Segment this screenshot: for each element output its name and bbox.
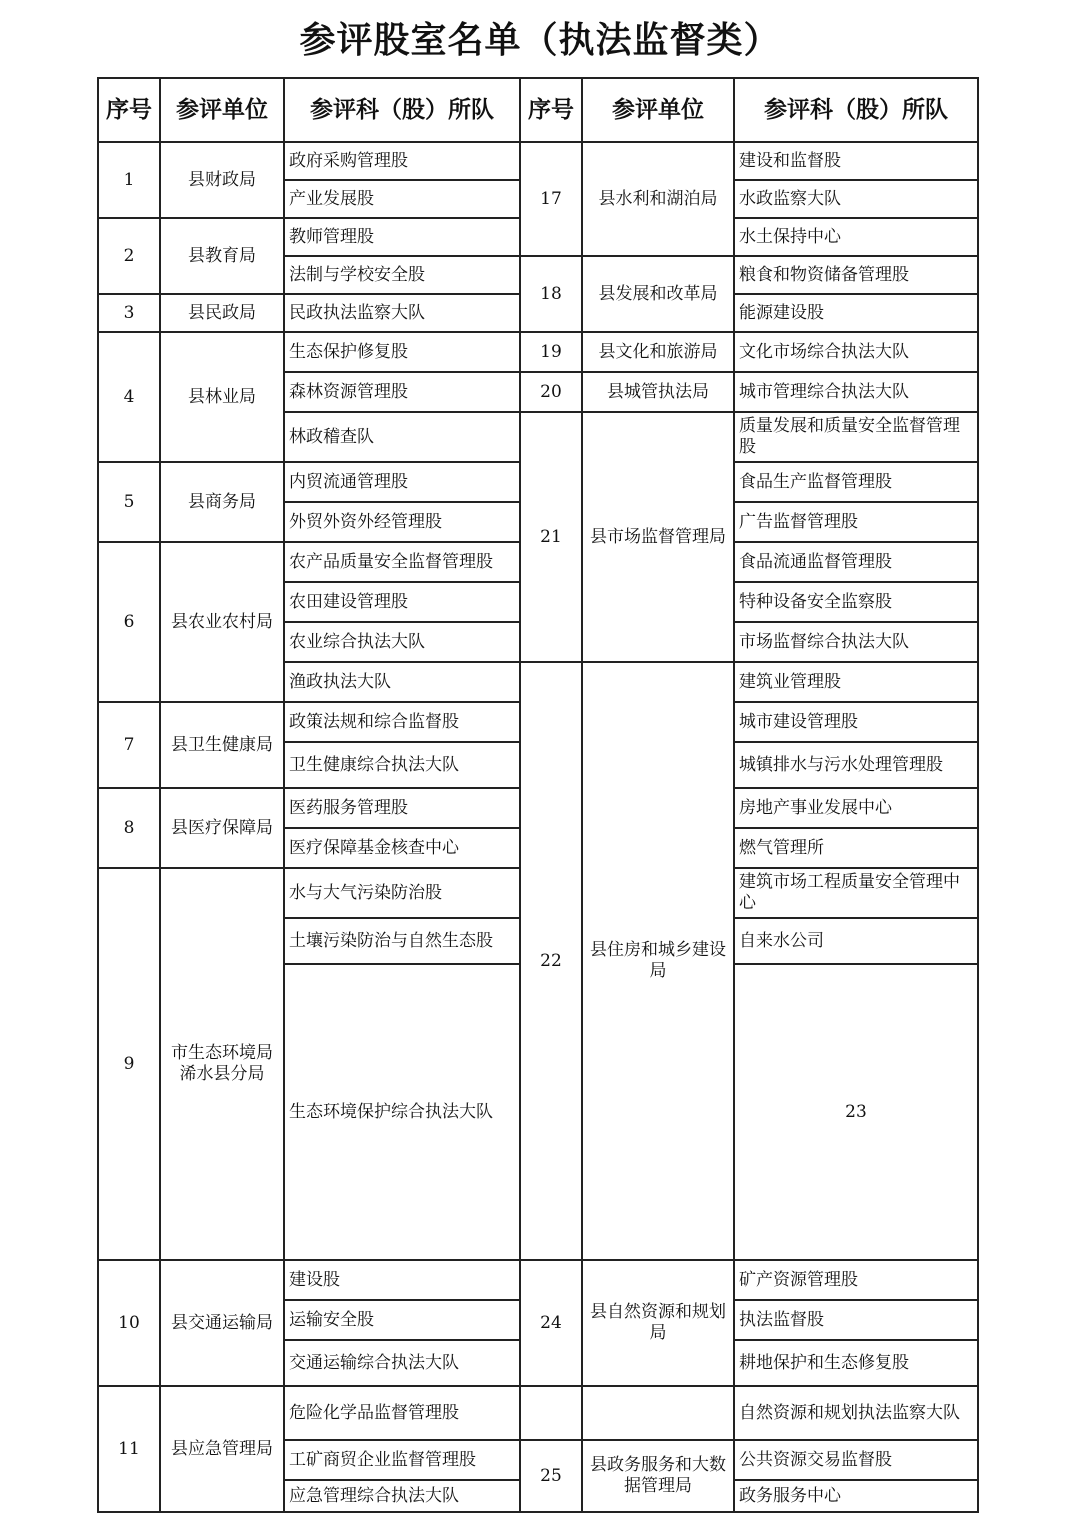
dept-name: 医疗保障基金核查中心 <box>284 828 520 868</box>
header-no-right: 序号 <box>520 78 582 142</box>
dept-name: 文化市场综合执法大队 <box>734 332 978 372</box>
dept-name: 食品生产监督管理股 <box>734 462 978 502</box>
dept-name: 法制与学校安全股 <box>284 256 520 294</box>
unit-name: 县应急管理局 <box>160 1386 284 1512</box>
dept-name: 建设股 <box>284 1260 520 1300</box>
dept-name: 内贸流通管理股 <box>284 462 520 502</box>
unit-name: 县城管执法局 <box>582 372 734 412</box>
row-number: 25 <box>520 1440 582 1512</box>
dept-name: 交通运输综合执法大队 <box>284 1340 520 1386</box>
dept-name: 土壤污染防治与自然生态股 <box>284 918 520 964</box>
dept-name: 民政执法监察大队 <box>284 294 520 332</box>
unit-name: 县政务服务和大数据管理局 <box>582 1440 734 1512</box>
unit-name: 县市场监督管理局 <box>582 412 734 662</box>
dept-name: 粮食和物资储备管理股 <box>734 256 978 294</box>
row-number: 6 <box>98 542 160 702</box>
dept-name: 水与大气污染防治股 <box>284 868 520 918</box>
unit-name: 县文化和旅游局 <box>582 332 734 372</box>
dept-name: 教师管理股 <box>284 218 520 256</box>
dept-name: 产业发展股 <box>284 180 520 218</box>
row-number: 18 <box>520 256 582 332</box>
dept-name: 农业综合执法大队 <box>284 622 520 662</box>
table-row <box>98 142 978 180</box>
table-row <box>98 1386 978 1440</box>
dept-name: 森林资源管理股 <box>284 372 520 412</box>
dept-name: 食品流通监督管理股 <box>734 542 978 582</box>
unit-table <box>97 77 979 1513</box>
dept-name: 建筑业管理股 <box>734 662 978 702</box>
dept-name: 生态保护修复股 <box>284 332 520 372</box>
header-dept-left: 参评科（股）所队 <box>284 78 520 142</box>
unit-name: 县财政局 <box>160 142 284 218</box>
row-number: 9 <box>98 868 160 1260</box>
dept-name: 政策法规和综合监督股 <box>284 702 520 742</box>
row-number: 8 <box>98 788 160 868</box>
dept-name: 政务服务中心 <box>734 1480 978 1512</box>
unit-name: 县卫生健康局 <box>160 702 284 788</box>
row-number: 11 <box>98 1386 160 1512</box>
unit-name-blank <box>582 1386 734 1440</box>
dept-name: 城市建设管理股 <box>734 702 978 742</box>
unit-name: 县林业局 <box>160 332 284 462</box>
dept-name: 农田建设管理股 <box>284 582 520 622</box>
unit-name: 县住房和城乡建设局 <box>582 662 734 1260</box>
dept-name: 渔政执法大队 <box>284 662 520 702</box>
unit-name: 县交通运输局 <box>160 1260 284 1386</box>
unit-name: 县商务局 <box>160 462 284 542</box>
unit-name: 县医疗保障局 <box>160 788 284 868</box>
dept-name: 危险化学品监督管理股 <box>284 1386 520 1440</box>
dept-name: 自然资源和规划执法监察大队 <box>734 1386 978 1440</box>
dept-name: 耕地保护和生态修复股 <box>734 1340 978 1386</box>
dept-name: 市场监督综合执法大队 <box>734 622 978 662</box>
dept-name: 运输安全股 <box>284 1300 520 1340</box>
dept-name: 特种设备安全监察股 <box>734 582 978 622</box>
row-number: 2 <box>98 218 160 294</box>
dept-name: 质量发展和质量安全监督管理股 <box>734 412 978 462</box>
row-number: 3 <box>98 294 160 332</box>
dept-name: 建筑市场工程质量安全管理中心 <box>734 868 978 918</box>
unit-name: 县水利和湖泊局 <box>582 142 734 256</box>
row-number: 21 <box>520 412 582 662</box>
row-number: 7 <box>98 702 160 788</box>
unit-name: 县农业农村局 <box>160 542 284 702</box>
row-number: 17 <box>520 142 582 256</box>
row-number: 23 <box>734 964 978 1260</box>
header-unit-left: 参评单位 <box>160 78 284 142</box>
header-unit-right: 参评单位 <box>582 78 734 142</box>
dept-name: 工矿商贸企业监督管理股 <box>284 1440 520 1480</box>
dept-name: 医药服务管理股 <box>284 788 520 828</box>
dept-name: 能源建设股 <box>734 294 978 332</box>
table-row <box>98 332 978 372</box>
unit-name: 市生态环境局浠水县分局 <box>160 868 284 1260</box>
dept-name: 生态环境保护综合执法大队 <box>284 964 520 1260</box>
row-number-blank <box>520 1386 582 1440</box>
dept-name: 水土保持中心 <box>734 218 978 256</box>
table-body <box>98 142 978 1512</box>
table-row <box>98 1260 978 1300</box>
dept-name: 外贸外资外经管理股 <box>284 502 520 542</box>
dept-name: 房地产事业发展中心 <box>734 788 978 828</box>
header-dept-right: 参评科（股）所队 <box>734 78 978 142</box>
dept-name: 水政监察大队 <box>734 180 978 218</box>
unit-name: 县民政局 <box>160 294 284 332</box>
header-no-left: 序号 <box>98 78 160 142</box>
row-number: 24 <box>520 1260 582 1386</box>
dept-name: 自来水公司 <box>734 918 978 964</box>
dept-name: 农产品质量安全监督管理股 <box>284 542 520 582</box>
dept-name: 政府采购管理股 <box>284 142 520 180</box>
dept-name: 林政稽查队 <box>284 412 520 462</box>
page-title: 参评股室名单（执法监督类） <box>299 20 781 61</box>
dept-name: 建设和监督股 <box>734 142 978 180</box>
row-number: 19 <box>520 332 582 372</box>
unit-name: 县教育局 <box>160 218 284 294</box>
row-number: 22 <box>520 662 582 1260</box>
header-row <box>98 78 978 142</box>
row-number: 1 <box>98 142 160 218</box>
dept-name: 执法监督股 <box>734 1300 978 1340</box>
dept-name: 城市管理综合执法大队 <box>734 372 978 412</box>
dept-name: 矿产资源管理股 <box>734 1260 978 1300</box>
unit-name: 县自然资源和规划局 <box>582 1260 734 1386</box>
dept-name: 燃气管理所 <box>734 828 978 868</box>
row-number: 20 <box>520 372 582 412</box>
row-number: 4 <box>98 332 160 462</box>
dept-name: 公共资源交易监督股 <box>734 1440 978 1480</box>
row-number: 5 <box>98 462 160 542</box>
dept-name: 广告监督管理股 <box>734 502 978 542</box>
dept-name: 应急管理综合执法大队 <box>284 1480 520 1512</box>
dept-name: 城镇排水与污水处理管理股 <box>734 742 978 788</box>
row-number: 10 <box>98 1260 160 1386</box>
unit-name: 县发展和改革局 <box>582 256 734 332</box>
dept-name: 卫生健康综合执法大队 <box>284 742 520 788</box>
